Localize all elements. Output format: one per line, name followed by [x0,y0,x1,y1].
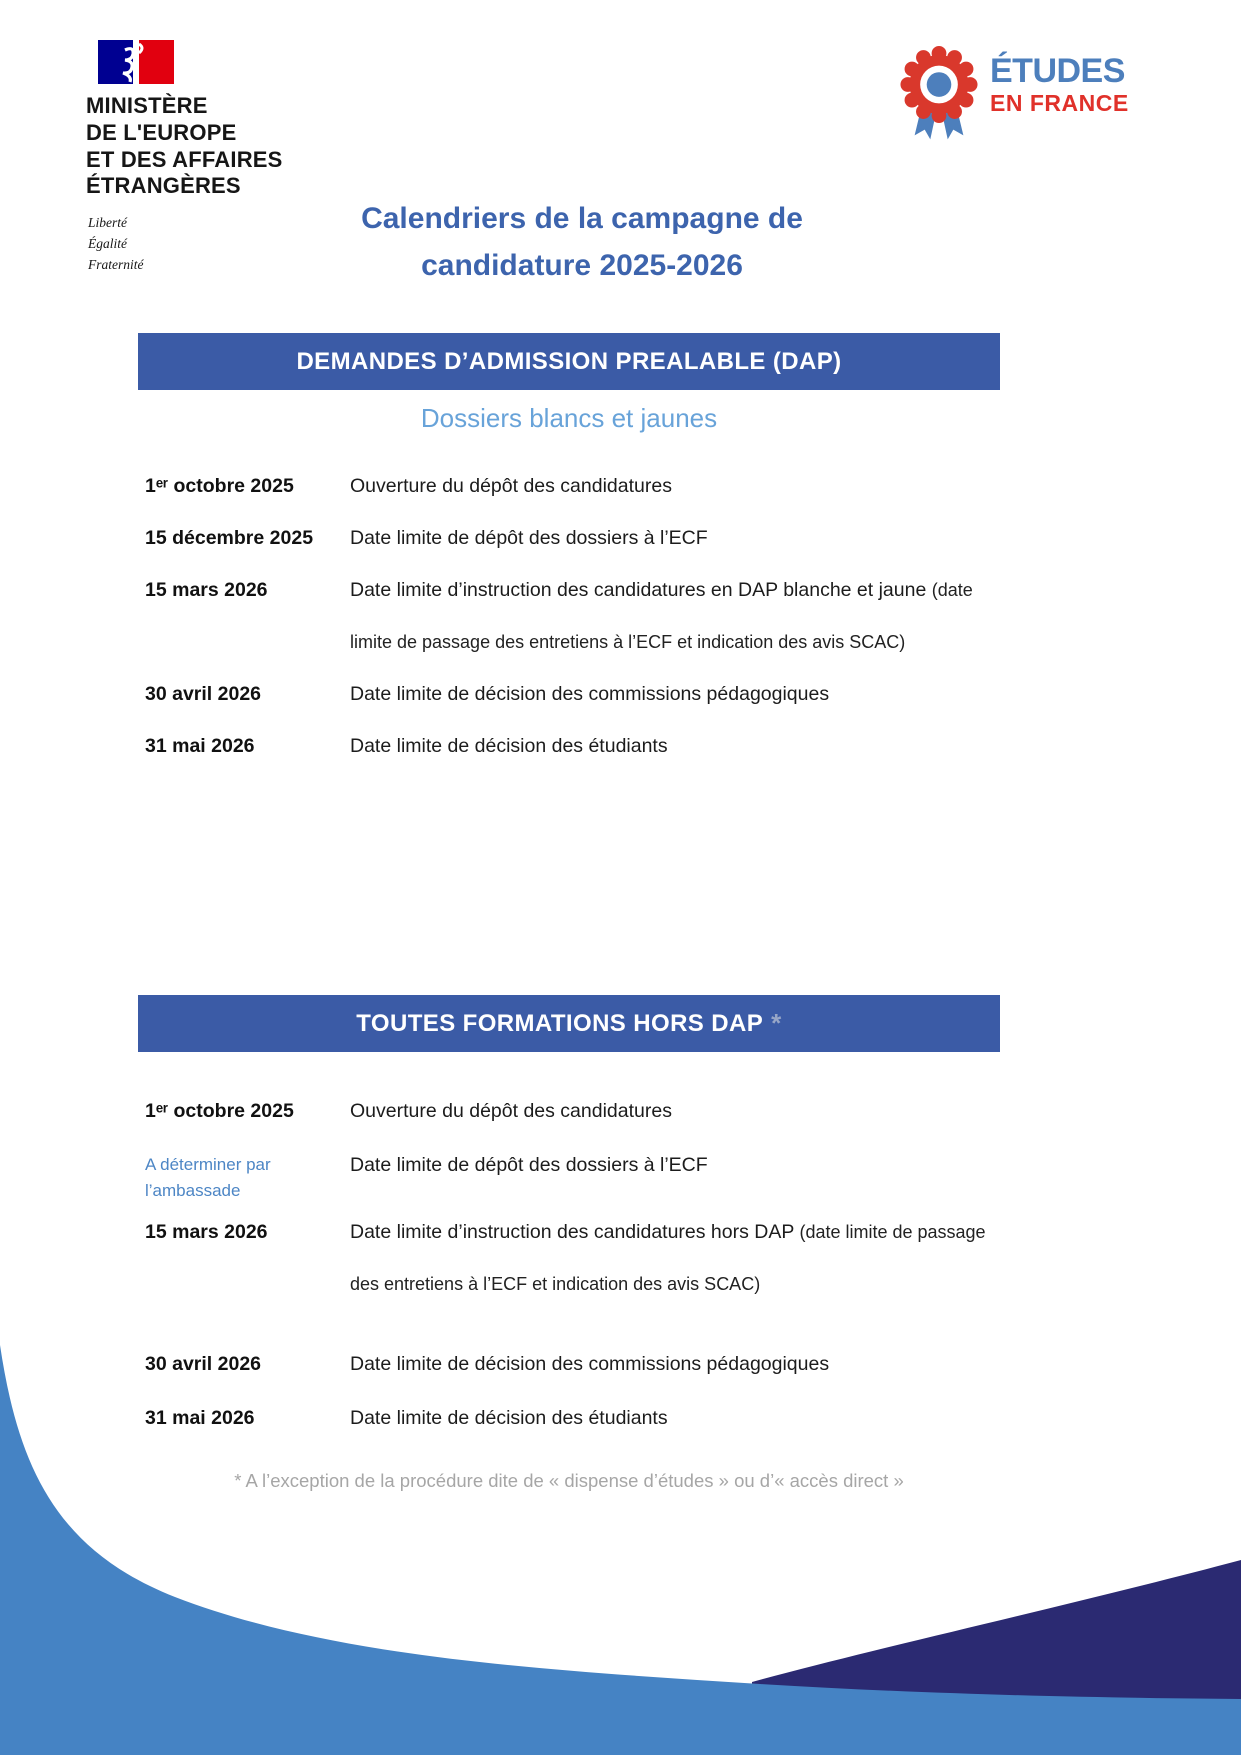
ministry-name: MINISTÈRE DE L'EUROPE ET DES AFFAIRES ÉTRANGÈRES [86,93,283,199]
brand-name-line1: ÉTUDES [990,52,1125,90]
table-row [145,1206,1005,1310]
footnote: * A l’exception de la procédure dite de « dispense d’études » ou d’« accès direct » [234,1470,904,1491]
row-description: Ouverture du dépôt des candidatures [350,1100,672,1122]
row-date: 31 mai 2026 [145,1407,255,1429]
ministry-motto: Liberté Égalité Fraternité [88,215,144,273]
row-date: 31 mai 2026 [145,735,255,757]
table-row [145,460,1005,512]
bottom-wave-decoration [0,1335,1241,1755]
brand-logo [898,46,1129,146]
section-subtitle: Dossiers blancs et jaunes [420,403,718,433]
row-note: (date limite de passage des entretiens à l’ECF et indication des avis SCAC) [350,1222,986,1294]
row-description: Date limite de dépôt des dossiers à l’ECF [350,1154,708,1176]
row-description: Date limite de décision des étudiants [350,1407,668,1429]
row-date: 15 décembre 2025 [145,527,314,549]
row-date: 1ᵉʳ octobre 2025 [145,1100,294,1122]
row-description: Date limite de décision des commissions pédagogiques [350,1353,830,1375]
row-date: 1ᵉʳ octobre 2025 [145,475,294,497]
row-date: 15 mars 2026 [145,1221,268,1243]
row-description: Date limite de décision des commissions pédagogiques [350,683,830,705]
rosette-icon [898,46,980,146]
row-date: 30 avril 2026 [145,1353,262,1375]
page-title: Calendriers de la campagne de candidature 2025-2026 [361,202,803,282]
brand-name [990,54,1129,117]
row-date: 15 mars 2026 [145,579,268,601]
brand-name-line2: EN FRANCE [990,89,1129,116]
row-date: 30 avril 2026 [145,683,262,705]
french-flag-icon [98,40,178,87]
row-note: (date limite de passage des entretiens à l’ECF et indication des avis SCAC) [350,580,973,652]
table-row [145,564,1005,668]
table-row [145,1139,1005,1204]
table-row [145,512,1005,564]
row-description: Date limite d’instruction des candidatures en DAP blanche et jaune (date limite de passage des entretiens à l’ECF et indication des avis SCAC) [350,579,973,652]
row-description: Ouverture du dépôt des candidatures [350,475,672,497]
row-date: A déterminer par l’ambassade [145,1155,271,1200]
row-description: Date limite de dépôt des dossiers à l’ECF [350,527,708,549]
table-row [145,720,1005,772]
section-banner-dap: DEMANDES D’ADMISSION PREALABLE (DAP) [138,333,1000,390]
table-row [145,668,1005,720]
table-row [145,1085,1005,1137]
asterisk-mark: * [771,1008,782,1038]
row-description: Date limite de décision des étudiants [350,735,668,757]
section-banner-hors-dap: TOUTES FORMATIONS HORS DAP * [138,995,1000,1052]
schedule-list-dap [145,460,1005,772]
row-description: Date limite d’instruction des candidatures hors DAP (date limite de passage des entretiens à l’ECF et indication des avis SCAC) [350,1221,986,1294]
